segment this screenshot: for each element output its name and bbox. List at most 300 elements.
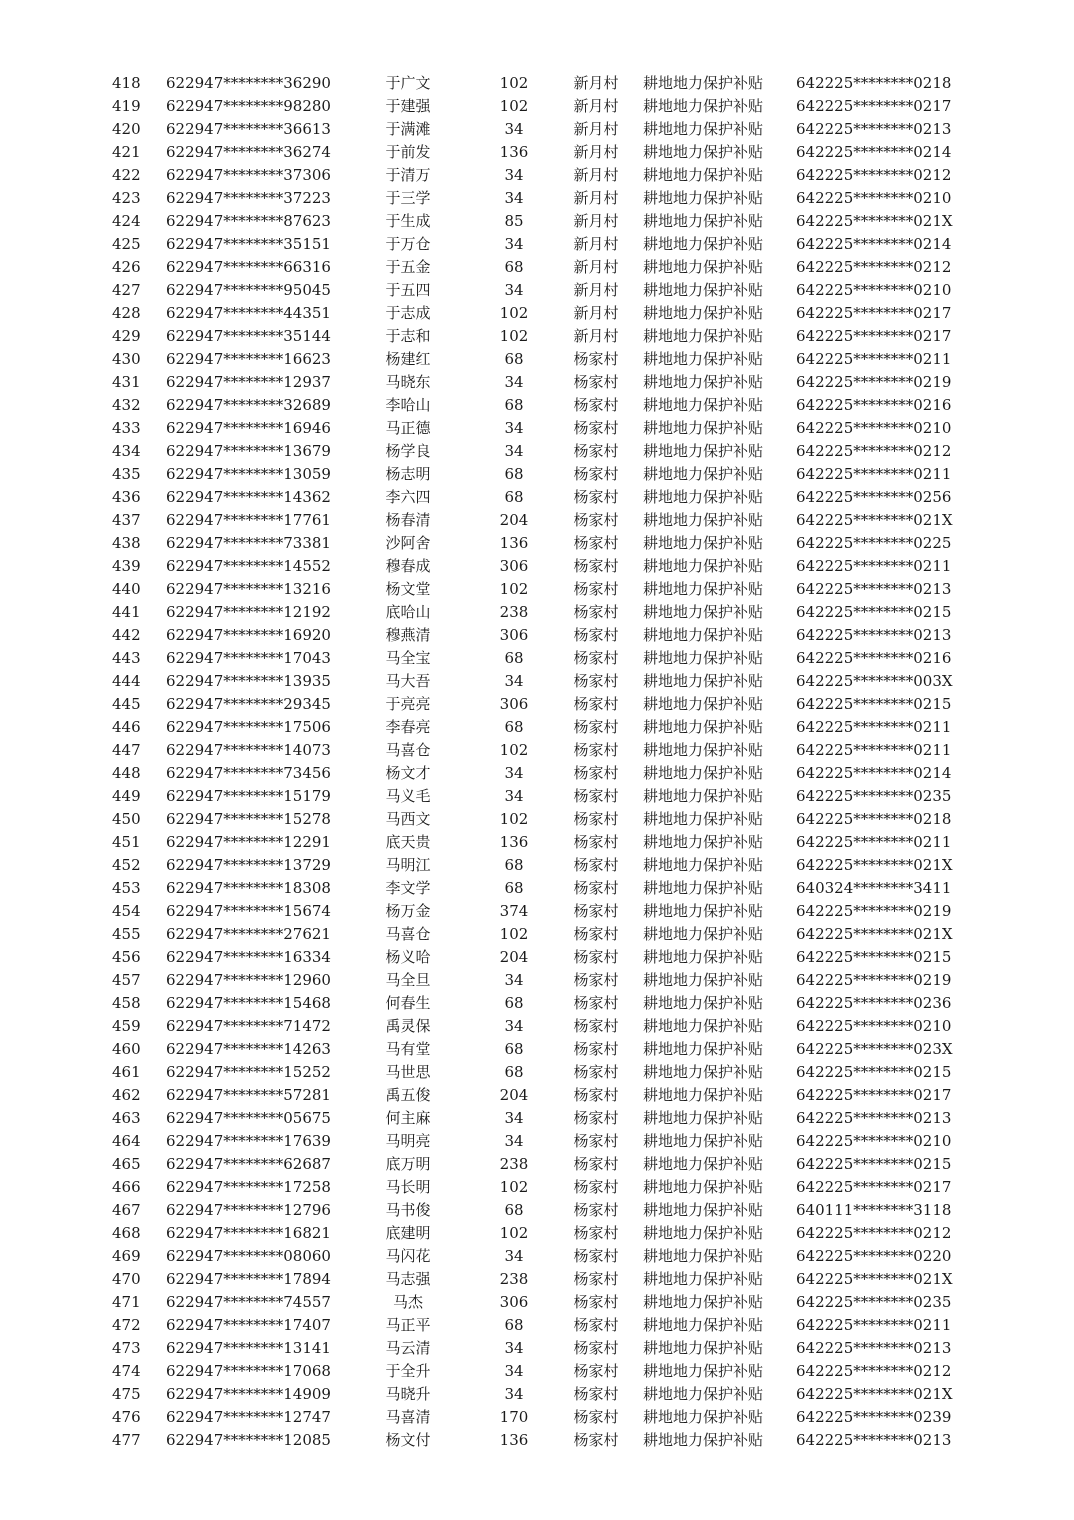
bank-account-masked: 622947********12937 — [166, 373, 331, 391]
table-row — [0, 739, 1074, 762]
village-name: 杨家村 — [573, 1063, 619, 1081]
row-number: 431 — [112, 373, 141, 391]
table-row — [0, 1015, 1074, 1038]
village-name: 杨家村 — [573, 1224, 619, 1242]
subsidy-amount: 34 — [504, 373, 524, 391]
subsidy-amount: 102 — [499, 741, 529, 759]
row-number: 455 — [112, 925, 141, 943]
row-number: 424 — [112, 212, 141, 230]
village-name: 杨家村 — [573, 856, 619, 874]
row-number: 449 — [112, 787, 141, 805]
subsidy-type: 耕地地力保护补贴 — [643, 373, 764, 391]
subsidy-amount: 34 — [504, 419, 524, 437]
subsidy-amount: 34 — [504, 1247, 524, 1265]
village-name: 杨家村 — [573, 1109, 619, 1127]
recipient-name: 杨文才 — [385, 764, 431, 782]
subsidy-amount: 102 — [499, 580, 529, 598]
bank-account-masked: 622947********62687 — [166, 1155, 331, 1173]
recipient-name: 于生成 — [385, 212, 431, 230]
bank-account-masked: 622947********16334 — [166, 948, 331, 966]
id-number-masked: 642225********0212 — [796, 258, 952, 276]
bank-account-masked: 622947********36613 — [166, 120, 331, 138]
row-number: 435 — [112, 465, 141, 483]
table-row — [0, 900, 1074, 923]
recipient-name: 马西文 — [385, 810, 431, 828]
village-name: 杨家村 — [573, 902, 619, 920]
subsidy-amount: 68 — [504, 258, 524, 276]
id-number-masked: 642225********0235 — [796, 1293, 952, 1311]
bank-account-masked: 622947********14909 — [166, 1385, 331, 1403]
village-name: 杨家村 — [573, 1086, 619, 1104]
subsidy-amount: 68 — [504, 350, 524, 368]
village-name: 杨家村 — [573, 442, 619, 460]
row-number: 456 — [112, 948, 141, 966]
row-number: 464 — [112, 1132, 141, 1150]
row-number: 430 — [112, 350, 141, 368]
row-number: 457 — [112, 971, 141, 989]
subsidy-type: 耕地地力保护补贴 — [643, 327, 764, 345]
bank-account-masked: 622947********17407 — [166, 1316, 331, 1334]
row-number: 436 — [112, 488, 141, 506]
table-row — [0, 394, 1074, 417]
subsidy-amount: 68 — [504, 1063, 524, 1081]
subsidy-type: 耕地地力保护补贴 — [643, 1063, 764, 1081]
village-name: 杨家村 — [573, 925, 619, 943]
id-number-masked: 642225********0220 — [796, 1247, 952, 1265]
id-number-masked: 642225********0210 — [796, 281, 952, 299]
table-row — [0, 325, 1074, 348]
subsidy-amount: 204 — [499, 1086, 529, 1104]
village-name: 杨家村 — [573, 695, 619, 713]
table-row — [0, 509, 1074, 532]
id-number-masked: 642225********0211 — [796, 465, 952, 483]
table-row — [0, 417, 1074, 440]
village-name: 杨家村 — [573, 787, 619, 805]
id-number-masked: 642225********0211 — [796, 718, 952, 736]
recipient-name: 马正平 — [385, 1316, 431, 1334]
recipient-name: 马喜仓 — [385, 741, 431, 759]
recipient-name: 马全宝 — [385, 649, 431, 667]
table-row — [0, 1153, 1074, 1176]
id-number-masked: 642225********0235 — [796, 787, 952, 805]
recipient-name: 马闪花 — [385, 1247, 431, 1265]
village-name: 杨家村 — [573, 1178, 619, 1196]
subsidy-type: 耕地地力保护补贴 — [643, 281, 764, 299]
table-row — [0, 601, 1074, 624]
table-row — [0, 279, 1074, 302]
bank-account-masked: 622947********74557 — [166, 1293, 331, 1311]
id-number-masked: 642225********0215 — [796, 1063, 952, 1081]
recipient-name: 于三学 — [385, 189, 431, 207]
table-row — [0, 72, 1074, 95]
recipient-name: 于万仓 — [385, 235, 431, 253]
row-number: 419 — [112, 97, 141, 115]
id-number-masked: 642225********0211 — [796, 833, 952, 851]
row-number: 427 — [112, 281, 141, 299]
recipient-name: 于亮亮 — [385, 695, 431, 713]
subsidy-type: 耕地地力保护补贴 — [643, 649, 764, 667]
row-number: 454 — [112, 902, 141, 920]
subsidy-type: 耕地地力保护补贴 — [643, 695, 764, 713]
id-number-masked: 642225********0219 — [796, 971, 952, 989]
subsidy-amount: 34 — [504, 1339, 524, 1357]
village-name: 新月村 — [573, 143, 619, 161]
subsidy-type: 耕地地力保护补贴 — [643, 465, 764, 483]
village-name: 杨家村 — [573, 350, 619, 368]
village-name: 杨家村 — [573, 419, 619, 437]
recipient-name: 李六四 — [385, 488, 431, 506]
table-row — [0, 1245, 1074, 1268]
bank-account-masked: 622947********14362 — [166, 488, 331, 506]
subsidy-amount: 306 — [499, 1293, 529, 1311]
recipient-name: 于志成 — [385, 304, 431, 322]
subsidy-type: 耕地地力保护补贴 — [643, 511, 764, 529]
table-row — [0, 210, 1074, 233]
bank-account-masked: 622947********14263 — [166, 1040, 331, 1058]
bank-account-masked: 622947********17639 — [166, 1132, 331, 1150]
subsidy-amount: 68 — [504, 1040, 524, 1058]
id-number-masked: 642225********0210 — [796, 1132, 952, 1150]
village-name: 杨家村 — [573, 833, 619, 851]
bank-account-masked: 622947********17043 — [166, 649, 331, 667]
subsidy-type: 耕地地力保护补贴 — [643, 304, 764, 322]
row-number: 474 — [112, 1362, 141, 1380]
table-row — [0, 716, 1074, 739]
table-row — [0, 1383, 1074, 1406]
subsidy-type: 耕地地力保护补贴 — [643, 994, 764, 1012]
table-row — [0, 141, 1074, 164]
bank-account-masked: 622947********17761 — [166, 511, 331, 529]
table-row — [0, 1176, 1074, 1199]
id-number-masked: 642225********0239 — [796, 1408, 952, 1426]
id-number-masked: 642225********0218 — [796, 74, 952, 92]
row-number: 458 — [112, 994, 141, 1012]
bank-account-masked: 622947********57281 — [166, 1086, 331, 1104]
bank-account-masked: 622947********16623 — [166, 350, 331, 368]
subsidy-type: 耕地地力保护补贴 — [643, 948, 764, 966]
recipient-name: 马全旦 — [385, 971, 431, 989]
row-number: 452 — [112, 856, 141, 874]
id-number-masked: 642225********0217 — [796, 304, 952, 322]
bank-account-masked: 622947********73456 — [166, 764, 331, 782]
id-number-masked: 642225********0214 — [796, 235, 952, 253]
recipient-name: 马书俊 — [385, 1201, 431, 1219]
id-number-masked: 642225********021X — [796, 925, 953, 943]
village-name: 杨家村 — [573, 649, 619, 667]
id-number-masked: 642225********0210 — [796, 419, 952, 437]
bank-account-masked: 622947********66316 — [166, 258, 331, 276]
recipient-name: 马明江 — [385, 856, 431, 874]
recipient-name: 底哈山 — [385, 603, 431, 621]
id-number-masked: 642225********0219 — [796, 373, 952, 391]
table-row — [0, 1360, 1074, 1383]
recipient-name: 于广文 — [385, 74, 431, 92]
village-name: 杨家村 — [573, 488, 619, 506]
subsidy-amount: 306 — [499, 695, 529, 713]
recipient-name: 何主麻 — [385, 1109, 431, 1127]
recipient-name: 马喜清 — [385, 1408, 431, 1426]
table-row — [0, 1199, 1074, 1222]
subsidy-type: 耕地地力保护补贴 — [643, 718, 764, 736]
bank-account-masked: 622947********15674 — [166, 902, 331, 920]
village-name: 杨家村 — [573, 465, 619, 483]
table-row — [0, 118, 1074, 141]
row-number: 476 — [112, 1408, 141, 1426]
bank-account-masked: 622947********16946 — [166, 419, 331, 437]
recipient-name: 于满滩 — [385, 120, 431, 138]
recipient-name: 于五四 — [385, 281, 431, 299]
id-number-masked: 642225********023X — [796, 1040, 953, 1058]
subsidy-type: 耕地地力保护补贴 — [643, 350, 764, 368]
bank-account-masked: 622947********15252 — [166, 1063, 331, 1081]
table-row — [0, 1291, 1074, 1314]
subsidy-type: 耕地地力保护补贴 — [643, 833, 764, 851]
subsidy-amount: 68 — [504, 718, 524, 736]
id-number-masked: 642225********0212 — [796, 1224, 952, 1242]
village-name: 杨家村 — [573, 1040, 619, 1058]
bank-account-masked: 622947********71472 — [166, 1017, 331, 1035]
id-number-masked: 642225********021X — [796, 511, 953, 529]
row-number: 422 — [112, 166, 141, 184]
table-row — [0, 762, 1074, 785]
village-name: 杨家村 — [573, 1270, 619, 1288]
table-row — [0, 463, 1074, 486]
bank-account-masked: 622947********13729 — [166, 856, 331, 874]
row-number: 473 — [112, 1339, 141, 1357]
table-row — [0, 693, 1074, 716]
table-row — [0, 95, 1074, 118]
bank-account-masked: 622947********12960 — [166, 971, 331, 989]
row-number: 453 — [112, 879, 141, 897]
table-row — [0, 1084, 1074, 1107]
village-name: 新月村 — [573, 97, 619, 115]
table-row — [0, 1406, 1074, 1429]
row-number: 445 — [112, 695, 141, 713]
id-number-masked: 642225********0236 — [796, 994, 952, 1012]
village-name: 杨家村 — [573, 1316, 619, 1334]
row-number: 448 — [112, 764, 141, 782]
table-row — [0, 486, 1074, 509]
row-number: 429 — [112, 327, 141, 345]
recipient-name: 李文学 — [385, 879, 431, 897]
subsidy-amount: 136 — [499, 534, 529, 552]
village-name: 新月村 — [573, 120, 619, 138]
subsidy-amount: 68 — [504, 465, 524, 483]
subsidy-type: 耕地地力保护补贴 — [643, 235, 764, 253]
table-row — [0, 808, 1074, 831]
recipient-name: 禹五俊 — [385, 1086, 431, 1104]
recipient-name: 于全升 — [385, 1362, 431, 1380]
subsidy-amount: 34 — [504, 1362, 524, 1380]
village-name: 杨家村 — [573, 1293, 619, 1311]
id-number-masked: 642225********0256 — [796, 488, 952, 506]
table-row — [0, 670, 1074, 693]
id-number-masked: 642225********0225 — [796, 534, 952, 552]
subsidy-type: 耕地地力保护补贴 — [643, 1224, 764, 1242]
subsidy-type: 耕地地力保护补贴 — [643, 1178, 764, 1196]
id-number-masked: 642225********0214 — [796, 143, 952, 161]
subsidy-type: 耕地地力保护补贴 — [643, 741, 764, 759]
bank-account-masked: 622947********73381 — [166, 534, 331, 552]
row-number: 444 — [112, 672, 141, 690]
subsidy-type: 耕地地力保护补贴 — [643, 1017, 764, 1035]
row-number: 469 — [112, 1247, 141, 1265]
row-number: 426 — [112, 258, 141, 276]
recipient-name: 于建强 — [385, 97, 431, 115]
village-name: 杨家村 — [573, 603, 619, 621]
subsidy-amount: 68 — [504, 396, 524, 414]
bank-account-masked: 622947********32689 — [166, 396, 331, 414]
subsidy-type: 耕地地力保护补贴 — [643, 879, 764, 897]
subsidy-type: 耕地地力保护补贴 — [643, 74, 764, 92]
table-row — [0, 923, 1074, 946]
recipient-name: 马云清 — [385, 1339, 431, 1357]
recipient-name: 马喜仓 — [385, 925, 431, 943]
subsidy-type: 耕地地力保护补贴 — [643, 1339, 764, 1357]
subsidy-type: 耕地地力保护补贴 — [643, 764, 764, 782]
table-row — [0, 578, 1074, 601]
subsidy-type: 耕地地力保护补贴 — [643, 166, 764, 184]
subsidy-amount: 34 — [504, 235, 524, 253]
village-name: 杨家村 — [573, 373, 619, 391]
subsidy-amount: 34 — [504, 1385, 524, 1403]
subsidy-amount: 102 — [499, 304, 529, 322]
village-name: 杨家村 — [573, 741, 619, 759]
bank-account-masked: 622947********17506 — [166, 718, 331, 736]
row-number: 471 — [112, 1293, 141, 1311]
table-row — [0, 1314, 1074, 1337]
table-row — [0, 992, 1074, 1015]
subsidy-type: 耕地地力保护补贴 — [643, 143, 764, 161]
id-number-masked: 642225********0213 — [796, 1431, 952, 1449]
recipient-name: 马杰 — [392, 1293, 423, 1311]
subsidy-amount: 34 — [504, 1017, 524, 1035]
subsidy-amount: 68 — [504, 879, 524, 897]
row-number: 425 — [112, 235, 141, 253]
table-row — [0, 1222, 1074, 1245]
recipient-name: 马志强 — [385, 1270, 431, 1288]
id-number-masked: 642225********0211 — [796, 1316, 952, 1334]
id-number-masked: 642225********0211 — [796, 741, 952, 759]
bank-account-masked: 622947********12291 — [166, 833, 331, 851]
row-number: 420 — [112, 120, 141, 138]
subsidy-type: 耕地地力保护补贴 — [643, 925, 764, 943]
subsidy-amount: 34 — [504, 672, 524, 690]
subsidy-amount: 34 — [504, 971, 524, 989]
bank-account-masked: 622947********15179 — [166, 787, 331, 805]
subsidy-type: 耕地地力保护补贴 — [643, 626, 764, 644]
village-name: 杨家村 — [573, 1155, 619, 1173]
bank-account-masked: 622947********98280 — [166, 97, 331, 115]
subsidy-amount: 68 — [504, 649, 524, 667]
recipient-name: 于五金 — [385, 258, 431, 276]
row-number: 451 — [112, 833, 141, 851]
subsidy-amount: 68 — [504, 488, 524, 506]
bank-account-masked: 622947********14552 — [166, 557, 331, 575]
village-name: 杨家村 — [573, 1247, 619, 1265]
bank-account-masked: 622947********14073 — [166, 741, 331, 759]
id-number-masked: 642225********0213 — [796, 120, 952, 138]
row-number: 439 — [112, 557, 141, 575]
subsidy-amount: 102 — [499, 925, 529, 943]
row-number: 432 — [112, 396, 141, 414]
bank-account-masked: 622947********36290 — [166, 74, 331, 92]
id-number-masked: 642225********0217 — [796, 327, 952, 345]
bank-account-masked: 622947********12747 — [166, 1408, 331, 1426]
subsidy-type: 耕地地力保护补贴 — [643, 1362, 764, 1380]
recipient-name: 穆春成 — [385, 557, 431, 575]
subsidy-amount: 34 — [504, 189, 524, 207]
subsidy-type: 耕地地力保护补贴 — [643, 189, 764, 207]
subsidy-amount: 306 — [499, 626, 529, 644]
row-number: 461 — [112, 1063, 141, 1081]
row-number: 472 — [112, 1316, 141, 1334]
id-number-masked: 640111********3118 — [796, 1201, 952, 1219]
table-row — [0, 1130, 1074, 1153]
recipient-name: 于志和 — [385, 327, 431, 345]
row-number: 465 — [112, 1155, 141, 1173]
bank-account-masked: 622947********44351 — [166, 304, 331, 322]
subsidy-type: 耕地地力保护补贴 — [643, 810, 764, 828]
row-number: 423 — [112, 189, 141, 207]
bank-account-masked: 622947********35151 — [166, 235, 331, 253]
subsidy-amount: 102 — [499, 74, 529, 92]
village-name: 杨家村 — [573, 764, 619, 782]
village-name: 杨家村 — [573, 534, 619, 552]
bank-account-masked: 622947********18308 — [166, 879, 331, 897]
subsidy-amount: 238 — [499, 1155, 529, 1173]
id-number-masked: 642225********0213 — [796, 1109, 952, 1127]
id-number-masked: 642225********0213 — [796, 1339, 952, 1357]
subsidy-amount: 102 — [499, 97, 529, 115]
recipient-name: 杨学良 — [385, 442, 431, 460]
id-number-masked: 642225********0219 — [796, 902, 952, 920]
table-row — [0, 532, 1074, 555]
bank-account-masked: 622947********29345 — [166, 695, 331, 713]
bank-account-masked: 622947********12085 — [166, 1431, 331, 1449]
recipient-name: 穆燕清 — [385, 626, 431, 644]
village-name: 杨家村 — [573, 511, 619, 529]
subsidy-type: 耕地地力保护补贴 — [643, 971, 764, 989]
table-row — [0, 1268, 1074, 1291]
id-number-masked: 642225********0214 — [796, 764, 952, 782]
recipient-name: 于前发 — [385, 143, 431, 161]
village-name: 新月村 — [573, 74, 619, 92]
row-number: 446 — [112, 718, 141, 736]
village-name: 杨家村 — [573, 626, 619, 644]
subsidy-type: 耕地地力保护补贴 — [643, 603, 764, 621]
row-number: 437 — [112, 511, 141, 529]
subsidy-amount: 136 — [499, 1431, 529, 1449]
subsidy-type: 耕地地力保护补贴 — [643, 787, 764, 805]
village-name: 新月村 — [573, 166, 619, 184]
id-number-masked: 642225********0212 — [796, 442, 952, 460]
table-row — [0, 348, 1074, 371]
village-name: 杨家村 — [573, 879, 619, 897]
subsidy-type: 耕地地力保护补贴 — [643, 120, 764, 138]
bank-account-masked: 622947********15468 — [166, 994, 331, 1012]
row-number: 466 — [112, 1178, 141, 1196]
id-number-masked: 642225********0210 — [796, 1017, 952, 1035]
table-row — [0, 785, 1074, 808]
recipient-name: 马义毛 — [385, 787, 431, 805]
bank-account-masked: 622947********36274 — [166, 143, 331, 161]
recipient-name: 何春生 — [385, 994, 431, 1012]
recipient-name: 马晓东 — [385, 373, 431, 391]
subsidy-amount: 238 — [499, 603, 529, 621]
row-number: 442 — [112, 626, 141, 644]
subsidy-amount: 204 — [499, 511, 529, 529]
